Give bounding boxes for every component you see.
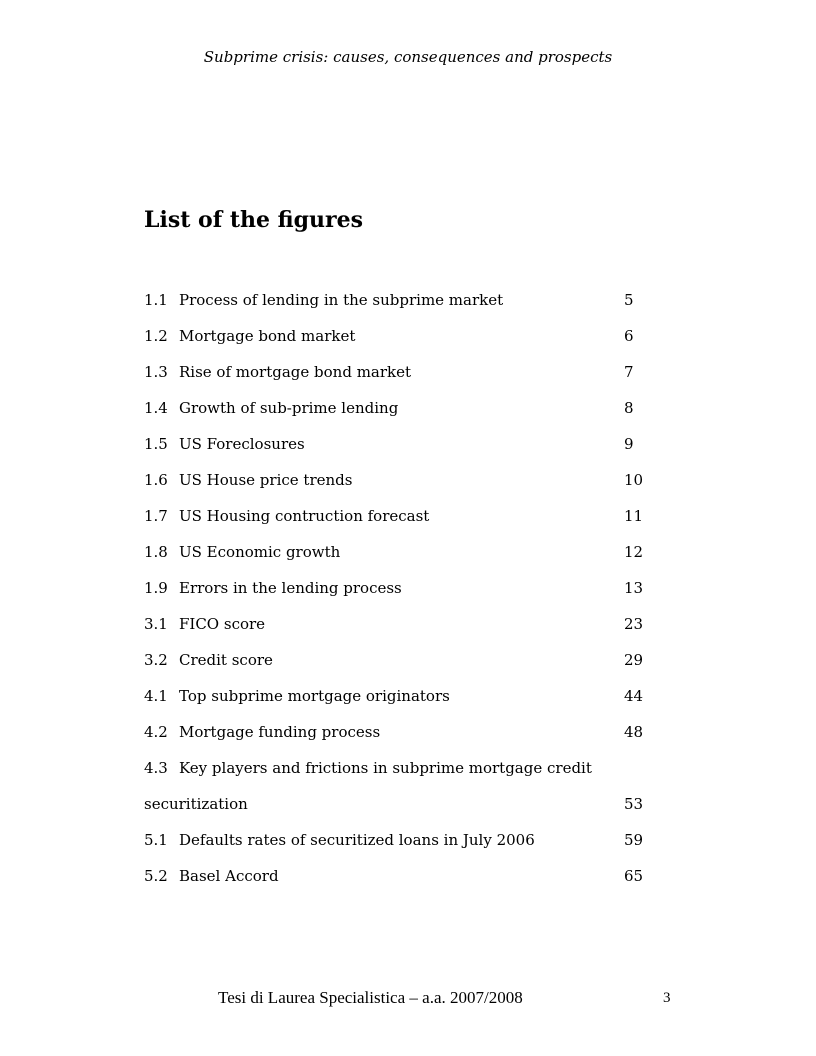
figure-number: 3.2 <box>144 651 168 669</box>
figure-entry <box>144 282 664 318</box>
footer-text: Tesi di Laurea Specialistica – a.a. 2007/2008 <box>218 988 523 1007</box>
figure-page: 53 <box>624 795 644 813</box>
figure-caption: Top subprime mortgage originators <box>179 687 450 705</box>
figure-entry <box>144 426 664 462</box>
figure-page: 29 <box>624 651 644 669</box>
figure-caption: Errors in the lending process <box>179 579 402 597</box>
figure-number: 1.8 <box>144 543 168 561</box>
figure-entry <box>144 858 664 894</box>
figure-entry-continuation <box>144 786 664 822</box>
figure-number: 1.3 <box>144 363 168 381</box>
figure-number: 1.4 <box>144 399 168 417</box>
figure-number: 1.6 <box>144 471 168 489</box>
figure-number: 1.2 <box>144 327 168 345</box>
figure-entry <box>144 714 664 750</box>
figure-page: 6 <box>624 327 634 345</box>
figure-caption: US Foreclosures <box>179 435 305 453</box>
figure-number: 4.2 <box>144 723 168 741</box>
figure-number: 4.1 <box>144 687 168 705</box>
figure-caption: US Housing contruction forecast <box>179 507 430 525</box>
figure-caption: Key players and frictions in subprime mortgage credit <box>179 759 592 777</box>
figure-caption: FICO score <box>179 615 266 633</box>
figure-page: 13 <box>624 579 644 597</box>
figure-page: 5 <box>624 291 634 309</box>
figure-number: 5.1 <box>144 831 168 849</box>
figure-page: 9 <box>624 435 634 453</box>
figure-page: 48 <box>624 723 644 741</box>
figure-page: 12 <box>624 543 644 561</box>
figure-caption: Mortgage funding process <box>179 723 381 741</box>
figure-number: 4.3 <box>144 759 168 777</box>
figure-caption: Mortgage bond market <box>179 327 356 345</box>
figure-caption: Basel Accord <box>179 867 279 885</box>
figure-entry <box>144 390 664 426</box>
page-footer <box>0 987 816 1009</box>
figure-entry <box>144 534 664 570</box>
figure-page: 8 <box>624 399 634 417</box>
figure-number: 5.2 <box>144 867 168 885</box>
figure-entry <box>144 354 664 390</box>
figure-entry <box>144 678 664 714</box>
figure-page: 44 <box>624 687 644 705</box>
figure-entry <box>144 462 664 498</box>
figure-page: 10 <box>624 471 644 489</box>
figure-page: 65 <box>624 867 644 885</box>
figure-number: 1.1 <box>144 291 168 309</box>
figure-number: 1.7 <box>144 507 168 525</box>
figure-page: 7 <box>624 363 634 381</box>
figure-caption: Defaults rates of securitized loans in July 2006 <box>179 831 535 849</box>
figure-entry <box>144 318 664 354</box>
figure-entry <box>144 822 664 858</box>
figure-entry <box>144 750 664 786</box>
figure-caption: Process of lending in the subprime market <box>179 291 504 309</box>
running-header: Subprime crisis: causes, consequences and prospects <box>203 48 613 66</box>
figure-caption: US Economic growth <box>179 543 341 561</box>
figure-entry <box>144 570 664 606</box>
figure-number: 3.1 <box>144 615 168 633</box>
figure-page: 23 <box>624 615 644 633</box>
page-title: List of the figures <box>144 207 363 233</box>
figure-page: 59 <box>624 831 644 849</box>
figure-caption: US House price trends <box>179 471 353 489</box>
figure-page: 11 <box>624 507 644 525</box>
figure-entry <box>144 642 664 678</box>
figure-caption: Growth of sub-prime lending <box>179 399 399 417</box>
footer-page-number: 3 <box>663 990 671 1006</box>
figure-caption: Rise of mortgage bond market <box>179 363 412 381</box>
figure-entry <box>144 498 664 534</box>
figure-number: 1.5 <box>144 435 168 453</box>
figure-list <box>144 282 664 894</box>
figure-caption-continued: securitization <box>144 795 248 813</box>
figure-caption: Credit score <box>179 651 273 669</box>
figure-entry <box>144 606 664 642</box>
figure-number: 1.9 <box>144 579 168 597</box>
